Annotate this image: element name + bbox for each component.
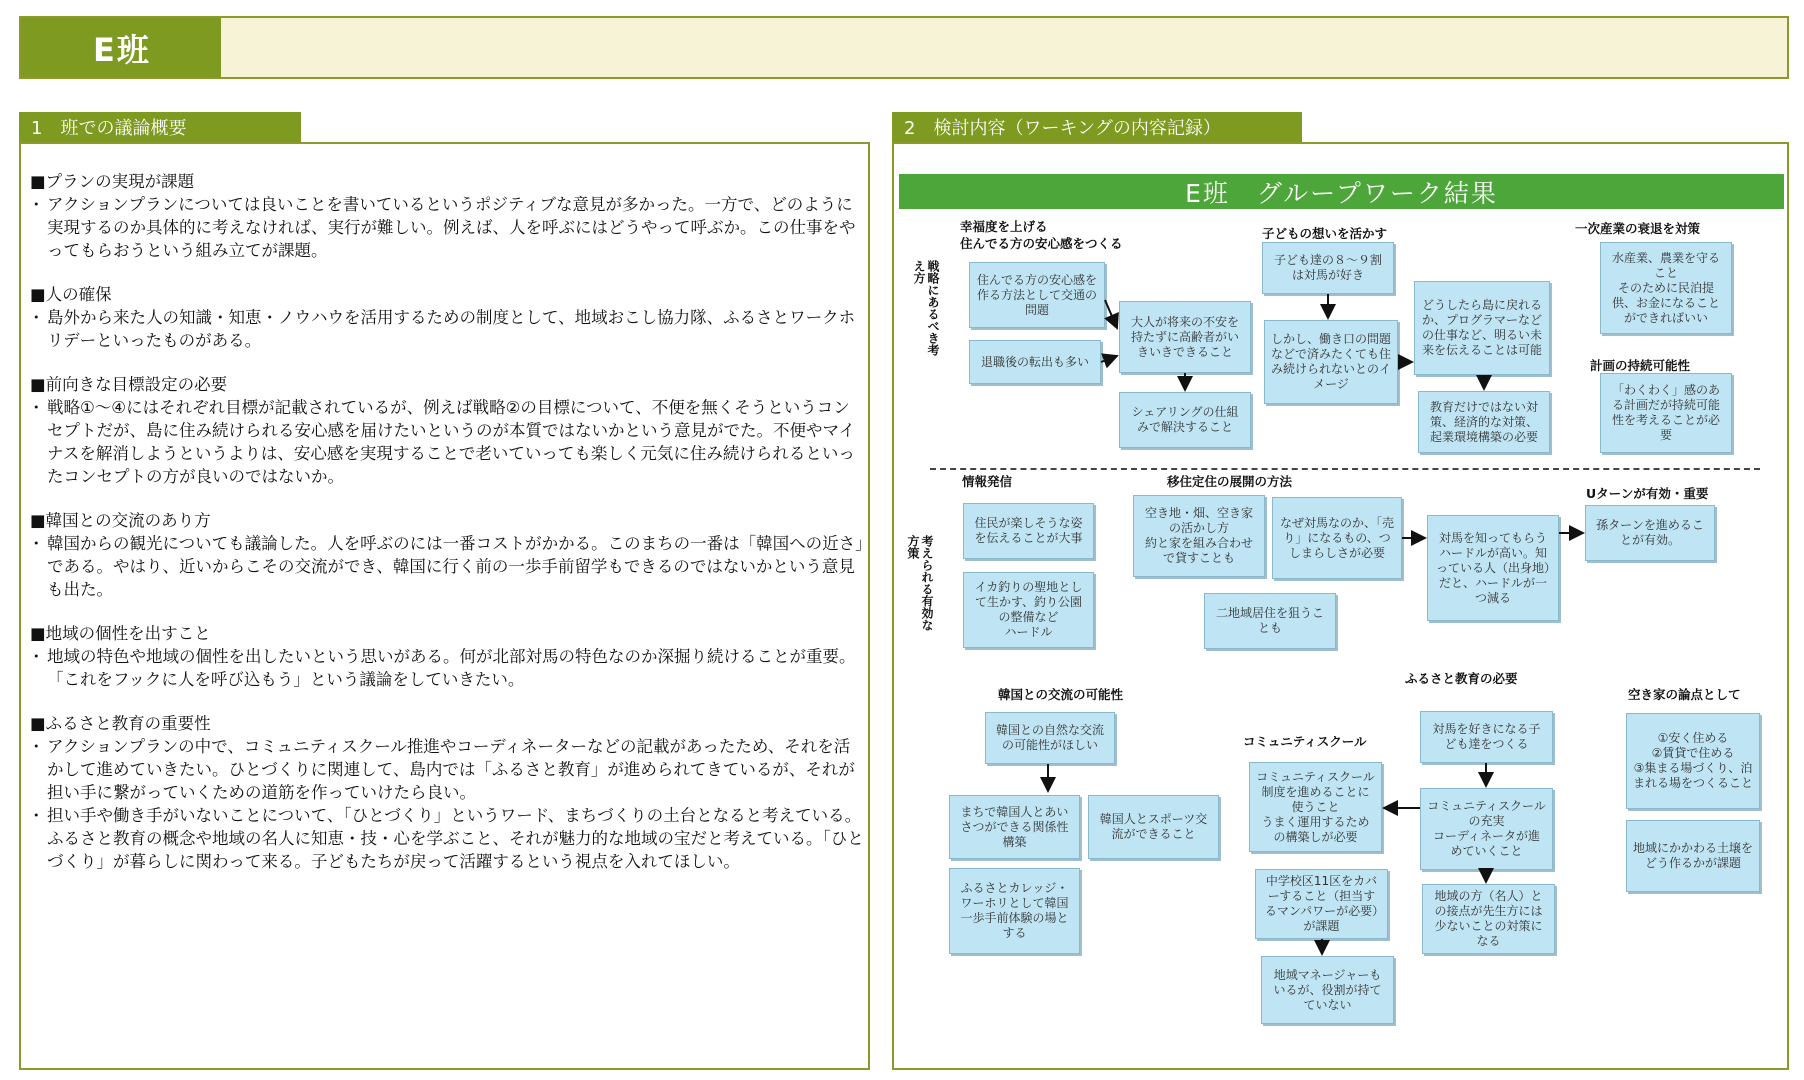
groupwork-banner: E班 グループワーク結果 [899,174,1784,209]
category-kofuku: 幸福度を上げる 住んでる方の安心感をつくる [960,219,1123,251]
topic-bullet: ・ 担い手や働き手がいないことについて、「ひとづくり」というワード、まちづくりの土台となると考えている。ふるさと教育の概念や地域の名人に知恵・技・心を学ぶこと、それが魅力的な地域の宝だと考えている。「ひとづくり」が暮らしに関わって来る。子どもたちが戻って活躍するという視点を入れてほしい。 [30,804,866,873]
sticky-note: なぜ対馬なのか、「売り」になるもの、つしまらしさが必要 [1272,497,1402,579]
sticky-note: 「わくわく」感のある計画だが持続可能性を考えることが必要 [1600,373,1732,453]
category-kankoku: 韓国との交流の可能性 [998,687,1124,702]
sticky-note: 大人が将来の不安を持たずに高齢者がいきいきできること [1119,301,1251,373]
topic-block [30,509,866,601]
category-joho: 情報発信 [962,474,1013,489]
topic-block [30,373,866,488]
sticky-note: 住民が楽しそうな姿を伝えることが大事 [963,503,1094,559]
category-jizoku: 計画の持続可能性 [1590,358,1691,373]
topic-heading: ■ふるさと教育の重要性 [30,714,211,733]
sticky-note: 住んでる方の安心感を作る方法として交通の問題 [969,262,1105,328]
category-furusato: ふるさと教育の必要 [1405,671,1518,686]
topic-bullet: ・ 島外から来た人の知識・知恵・ノウハウを活用するための制度として、地域おこし協力隊、ふるさとワークホリデーといったものがある。 [30,306,866,352]
sticky-note: 韓国人とスポーツ交流ができること [1088,795,1219,859]
row-label-top: 戦略にあるべき考え方 [912,260,940,356]
topic-block [30,622,866,691]
topic-bullet: ・ 戦略①～④にはそれぞれ目標が記載されているが、例えば戦略②の目標について、不便を無くそうというコンセプトだが、島に住み続けられる安心感を届けたいというのが本質ではないかという意見がでた。不便やマイナスを解消しようというよりは、安心感を実現することで老いていっても楽しく元気に住み続けられるといったコンセプトの方が良いのではないか。 [30,396,866,488]
topic-heading: ■前向きな目標設定の必要 [30,375,228,394]
discussion-summary [30,170,866,873]
sticky-note: 対馬を好きになる子ども達をつくる [1420,711,1553,763]
sticky-note: 二地域居住を狙うことも [1204,593,1336,649]
sticky-note: 地域にかかわる土壌をどう作るかが課題 [1626,820,1760,892]
sticky-note: シェアリングの仕組みで解決すること [1119,392,1251,448]
category-iju: 移住定住の展開の方法 [1167,474,1293,489]
topic-bullet: ・ アクションプランについては良いことを書いているというポジティブな意見が多かった。一方で、どのように実現するのか具体的に考えなければ、実行が難しい。例えば、人を呼ぶにはどうやって呼ぶか。この仕事をやってもらおうという組み立てが課題。 [30,193,866,262]
row-label-bottom: 考えられる有効な方策 [906,535,934,631]
sticky-note: しかし、働き口の問題などで済みたくても住み続けられないとのイメージ [1264,320,1398,404]
sticky-note: 地域の方（名人）との接点が先生方には少ないことの対策になる [1422,884,1555,954]
topic-bullet: ・ アクションプランの中で、コミュニティスクール推進やコーディネーターなどの記載があったため、それを活かして進めていきたい。ひとづくりに関連して、島内では「ふるさと教育」が進められてきているが、それが担い手に繋がっていくための道筋を作っていけたら良い。 [30,735,866,804]
sticky-note: ふるさとカレッジ・ワーホリとして韓国一歩手前体験の場とする [949,868,1080,954]
sticky-note: 子ども達の８～９割は対馬が好き [1262,242,1394,294]
topic-block [30,170,866,262]
sticky-note: 韓国との自然な交流の可能性がほしい [985,712,1115,764]
topic-block [30,283,866,352]
category-community: コミュニティスクール [1243,734,1367,749]
sticky-note: 空き地・畑、空き家の活かし方 約と家を組み合わせで貸すことも [1133,495,1265,577]
header-bar [19,16,1789,79]
sticky-note: 対馬を知ってもらうハードルが高い。知っている人（出身地）だと、ハードルが一つ減る [1427,515,1559,621]
topic-bullet: ・ 韓国からの観光についても議論した。人を呼ぶのには一番コストがかかる。このまちの一番は「韓国への近さ」である。やはり、近いからこその交流ができ、韓国に行く前の一歩手前留学もできるのではないかという意見も出た。 [30,532,866,601]
section2-tab: 2 検討内容（ワーキングの内容記録） [892,112,1302,142]
topic-bullet: ・ 地域の特色や地域の個性を出したいという思いがある。何が北部対馬の特色なのか深掘り続けることが重要。「これをフックに人を呼び込もう」という議論をしていきたい。 [30,645,866,691]
group-title: E班 [21,18,221,77]
sticky-note: 水産業、農業を守ること そのために民泊提供、お金になることができればいい [1600,242,1732,334]
sticky-note: コミュニティスクール制度を進めることに使うこと うまく運用するための構築しが必要 [1249,762,1382,852]
sticky-note: 地域マネージャーもいるが、役割が持てていない [1261,956,1394,1024]
category-ichiji: 一次産業の衰退を対策 [1575,221,1701,236]
section1-tab: 1 班での議論概要 [19,112,301,142]
row-divider [930,468,1760,470]
topic-block [30,712,866,873]
category-uturn: Uターンが有効・重要 [1586,486,1709,501]
topic-heading: ■韓国との交流のあり方 [30,511,211,530]
sticky-note: 退職後の転出も多い [969,340,1101,384]
sticky-note: どうしたら島に戻れるか、プログラマーなどの仕事など、明るい未来を伝えることは可能 [1414,281,1550,375]
category-kodomo: 子どもの想いを活かす [1262,226,1388,241]
sticky-note: 教育だけではない対策、経済的な対策、起業環境構築の必要 [1418,391,1550,453]
topic-heading: ■人の確保 [30,285,112,304]
sticky-note: まちで韓国人とあいさつができる関係性構築 [949,795,1080,859]
category-akiya: 空き家の論点として [1628,687,1741,702]
sticky-note: 孫ターンを進めることが有効。 [1585,505,1715,561]
sticky-note: 中学校区11区をカバーすること（担当するマンパワーが必要）が課題 [1255,869,1388,939]
topic-heading: ■地域の個性を出すこと [30,624,211,643]
sticky-note: ①安く住める ②賃貸で住める ③集まる場づくり、泊まれる場をつくること [1626,713,1760,809]
sticky-note: イカ釣りの聖地として生かす、釣り公園の整備など ハードル [963,572,1094,648]
sticky-note: コミュニティスクールの充実 コーディネータが進めていくこと [1420,788,1553,870]
topic-heading: ■プランの実現が課題 [30,172,195,191]
